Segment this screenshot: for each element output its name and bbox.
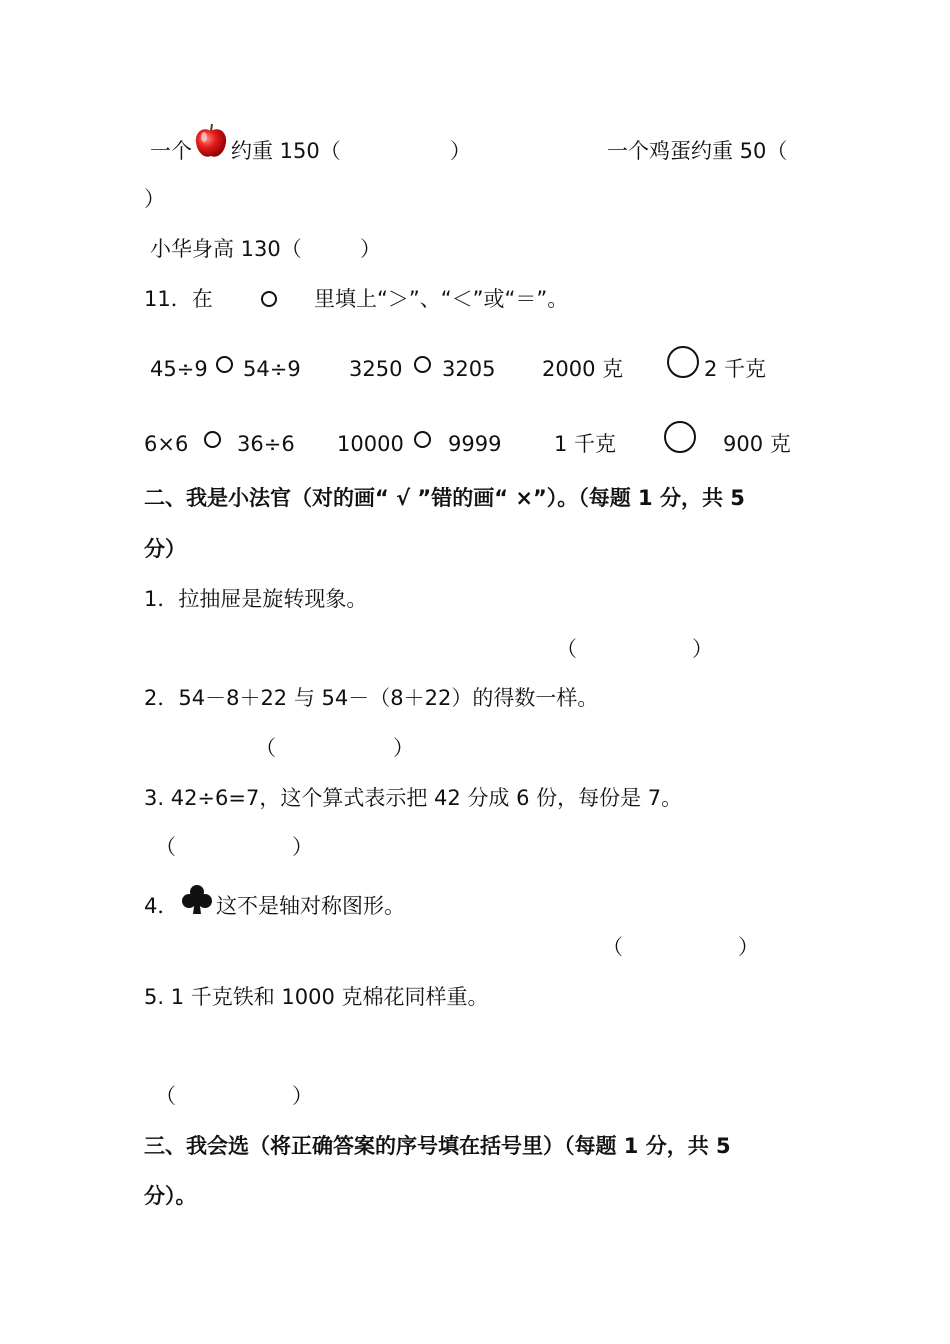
q10-apple-prefix: 一个 xyxy=(150,139,192,163)
compare-circle-icon xyxy=(216,356,233,373)
q10-height: 小华身高 130（ xyxy=(150,237,302,261)
q10-apple-suffix: 约重 150（ xyxy=(231,139,341,163)
q11-r2-d: 9999 xyxy=(448,432,502,456)
s2-paren-close: ） xyxy=(292,835,313,859)
compare-circle-icon xyxy=(204,431,221,448)
compare-circle-icon xyxy=(414,431,431,448)
q10-apple-close: ） xyxy=(450,139,471,163)
s2-paren-open: （ xyxy=(556,637,577,661)
s2-paren-close: ） xyxy=(292,1084,313,1108)
s2-item-5: 5. 1 千克铁和 1000 克棉花同样重。 xyxy=(144,985,489,1009)
s2-paren-close: ） xyxy=(692,637,713,661)
compare-circle-icon xyxy=(261,291,277,307)
s2-paren-open: （ xyxy=(602,935,623,959)
section3-title-cont: 分）。 xyxy=(144,1184,197,1208)
q10-height-close: ） xyxy=(360,237,381,261)
section3-title: 三、我会选（将正确答案的序号填在括号里）（每题 1 分，共 5 xyxy=(144,1134,731,1158)
q11-r2-b: 36÷6 xyxy=(237,432,295,456)
compare-circle-icon xyxy=(414,356,431,373)
section2-title-cont: 分） xyxy=(144,537,186,561)
q11-r1-b: 54÷9 xyxy=(243,357,301,381)
s2-paren-open: （ xyxy=(155,1084,176,1108)
q11-text: 里填上“＞”、“＜”或“＝”。 xyxy=(314,287,569,311)
q11-r2-f: 900 克 xyxy=(723,432,791,456)
s2-item-1: 1．拉抽屉是旋转现象。 xyxy=(144,587,368,611)
s2-paren-close: ） xyxy=(738,935,759,959)
q11-r1-a: 45÷9 xyxy=(150,357,208,381)
q10-egg-close: ） xyxy=(144,187,165,211)
s2-item-3: 3. 42÷6=7，这个算式表示把 42 分成 6 份，每份是 7。 xyxy=(144,786,683,810)
s2-item-2: 2．54－8＋22 与 54－（8＋22）的得数一样。 xyxy=(144,686,599,710)
s2-item-4: 这不是轴对称图形。 xyxy=(216,894,405,918)
q11-r2-a: 6×6 xyxy=(144,432,189,456)
apple-icon xyxy=(193,122,229,160)
club-suit-icon xyxy=(182,884,212,916)
compare-circle-icon xyxy=(664,421,696,453)
q11-r1-d: 3205 xyxy=(442,357,496,381)
s2-paren-open: （ xyxy=(155,835,176,859)
q10-egg: 一个鸡蛋约重 50（ xyxy=(607,139,788,163)
q11-r1-f: 2 千克 xyxy=(704,357,767,381)
s2-paren-close: ） xyxy=(393,736,414,760)
s2-paren-open: （ xyxy=(255,736,276,760)
q11-r1-e: 2000 克 xyxy=(542,357,624,381)
q11-r2-c: 10000 xyxy=(337,432,404,456)
q11-r1-c: 3250 xyxy=(349,357,403,381)
compare-circle-icon xyxy=(667,346,699,378)
section2-title: 二、我是小法官（对的画“ √ ”错的画“ ×”）。（每题 1 分，共 5 xyxy=(144,486,745,510)
q11-num: 11．在 xyxy=(144,287,213,311)
s2-item-4-num: 4． xyxy=(144,894,179,918)
q11-r2-e: 1 千克 xyxy=(554,432,617,456)
